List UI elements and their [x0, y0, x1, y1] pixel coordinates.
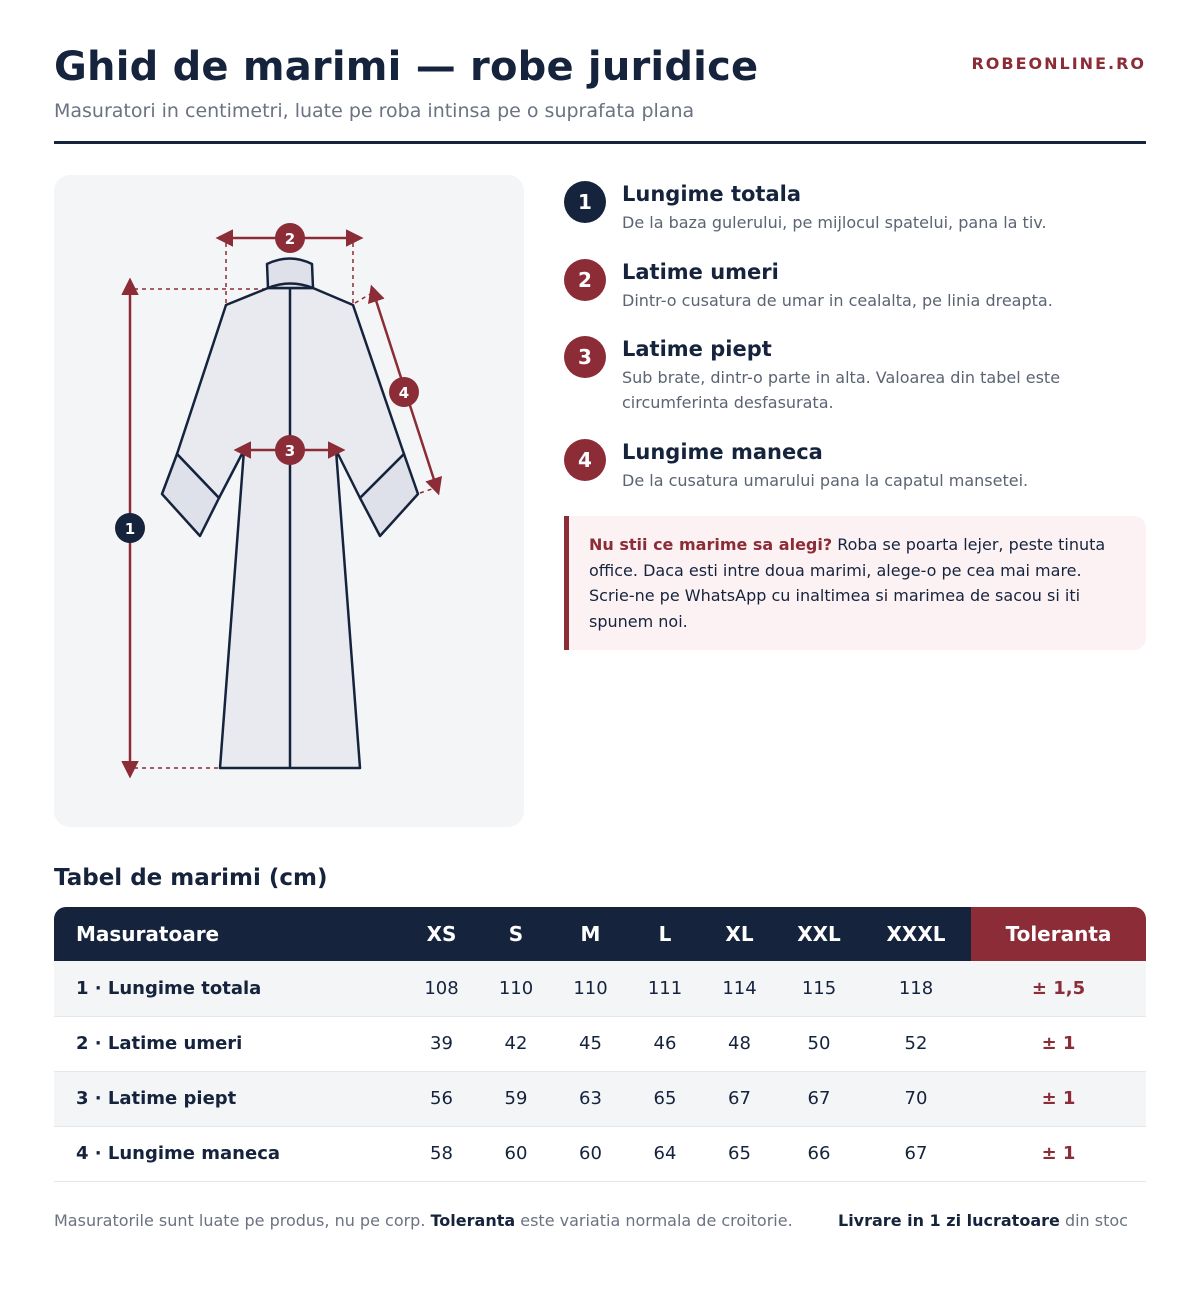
marker-2 [275, 223, 305, 253]
size-table [54, 907, 1146, 1182]
header-size-xl: XL [702, 907, 777, 961]
cell-value: 108 [404, 961, 479, 1016]
svg-text:1: 1 [124, 520, 136, 538]
cell-value: 115 [777, 961, 861, 1016]
header-size-s: S [479, 907, 553, 961]
table-header-row [54, 907, 1146, 961]
cell-value: 110 [553, 961, 628, 1016]
legend-item-sleeve-length [564, 439, 1146, 493]
table-row [54, 1071, 1146, 1126]
header-tolerance: Toleranta [971, 907, 1146, 961]
cell-value: 63 [553, 1071, 628, 1126]
cell-value: 67 [861, 1126, 971, 1181]
table-row [54, 1126, 1146, 1181]
footer-text-rest: este variatia normala de croitorie. [515, 1211, 793, 1230]
cell-value: 60 [553, 1126, 628, 1181]
table-title: Tabel de marimi (cm) [54, 865, 328, 891]
footer-delivery-note [838, 1211, 1138, 1231]
legend-item-chest-width [564, 336, 1146, 415]
row-label: 4 · Lungime maneca [54, 1126, 404, 1181]
header-size-xxxl: XXXL [861, 907, 971, 961]
cell-value: 58 [404, 1126, 479, 1181]
cell-value: 46 [628, 1016, 702, 1071]
robe-diagram [54, 175, 524, 827]
delivery-text: din stoc [1059, 1211, 1128, 1230]
page-subtitle: Masuratori in centimetri, luate pe roba intinsa pe o suprafata plana [54, 100, 695, 122]
header [54, 44, 1146, 122]
note-text: Roba se poarta lejer, peste tinuta office. Daca esti intre doua marimi, alege-o pe cea mai mare. Scrie-ne pe WhatsApp cu inaltimea si marimea de sacou si iti spunem noi. [589, 535, 1106, 631]
cell-value: 64 [628, 1126, 702, 1181]
size-advice-note [564, 516, 1146, 650]
marker-1 [115, 513, 145, 543]
legend-number-badge: 4 [564, 439, 606, 481]
legend-number-badge: 1 [564, 181, 606, 223]
legend-number-badge: 3 [564, 336, 606, 378]
header-size-m: M [553, 907, 628, 961]
cell-value: 45 [553, 1016, 628, 1071]
cell-value: 66 [777, 1126, 861, 1181]
cell-value: 65 [702, 1126, 777, 1181]
cell-value: 65 [628, 1071, 702, 1126]
cell-value: 111 [628, 961, 702, 1016]
legend-title: Lungime maneca [622, 440, 823, 464]
cell-value: 39 [404, 1016, 479, 1071]
cell-value: 114 [702, 961, 777, 1016]
cell-value: 52 [861, 1016, 971, 1071]
cell-value: 59 [479, 1071, 553, 1126]
svg-text:2: 2 [284, 230, 296, 248]
legend-title: Latime umeri [622, 260, 779, 284]
brand-logo[interactable]: ROBEONLINE.RO [971, 54, 1146, 73]
cell-value: 67 [702, 1071, 777, 1126]
note-heading: Nu stii ce marime sa alegi? [589, 535, 833, 554]
row-label: 1 · Lungime totala [54, 961, 404, 1016]
cell-value: 110 [479, 961, 553, 1016]
table-row [54, 1016, 1146, 1071]
cell-value: 42 [479, 1016, 553, 1071]
cell-tolerance: ± 1,5 [971, 961, 1146, 1016]
row-label: 3 · Latime piept [54, 1071, 404, 1126]
header-size-xxl: XXL [777, 907, 861, 961]
legend-description: Sub brate, dintr-o parte in alta. Valoarea din tabel este circumferinta desfasurata. [622, 368, 1061, 412]
header-measurement: Masuratoare [54, 907, 404, 961]
footer-text: Masuratorile sunt luate pe produs, nu pe corp. [54, 1211, 431, 1230]
legend-description: Dintr-o cusatura de umar in cealalta, pe linia dreapta. [622, 291, 1053, 310]
cell-value: 50 [777, 1016, 861, 1071]
row-label: 2 · Latime umeri [54, 1016, 404, 1071]
legend-item-shoulder-width [564, 259, 1146, 313]
cell-value: 60 [479, 1126, 553, 1181]
footer-measurement-note [54, 1211, 794, 1231]
cell-value: 48 [702, 1016, 777, 1071]
robe-shape [162, 259, 418, 769]
page-title: Ghid de marimi — robe juridice [54, 44, 759, 90]
legend-number-badge: 2 [564, 259, 606, 301]
cell-tolerance: ± 1 [971, 1126, 1146, 1181]
cell-value: 67 [777, 1071, 861, 1126]
header-divider [54, 141, 1146, 144]
svg-text:4: 4 [398, 384, 410, 402]
header-size-xs: XS [404, 907, 479, 961]
svg-text:3: 3 [284, 442, 296, 460]
legend-description: De la cusatura umarului pana la capatul mansetei. [622, 471, 1029, 490]
cell-tolerance: ± 1 [971, 1016, 1146, 1071]
marker-3 [275, 435, 305, 465]
cell-value: 56 [404, 1071, 479, 1126]
footer-tolerance-term: Toleranta [430, 1211, 516, 1230]
legend-item-total-length [564, 181, 1146, 235]
cell-value: 118 [861, 961, 971, 1016]
legend-description: De la baza gulerului, pe mijlocul spatelui, pana la tiv. [622, 213, 1047, 232]
legend-title: Lungime totala [622, 182, 801, 206]
cell-tolerance: ± 1 [971, 1071, 1146, 1126]
marker-4 [389, 377, 419, 407]
table-row [54, 961, 1146, 1016]
legend-title: Latime piept [622, 337, 772, 361]
delivery-highlight: Livrare in 1 zi lucratoare [838, 1211, 1060, 1230]
robe-illustration [54, 175, 524, 827]
cell-value: 70 [861, 1071, 971, 1126]
header-size-l: L [628, 907, 702, 961]
